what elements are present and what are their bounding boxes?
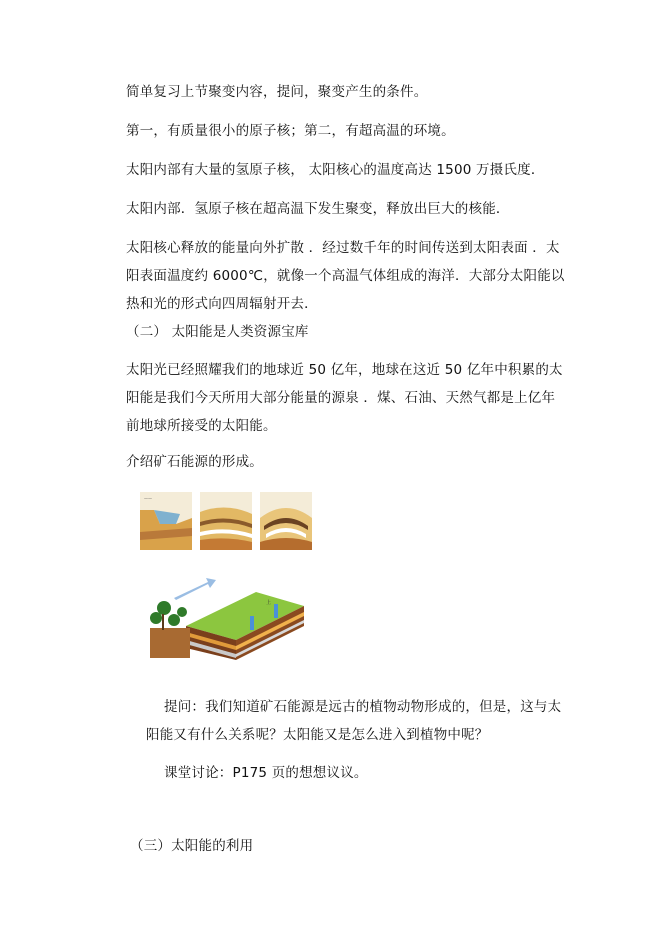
paragraph-question: 提问：我们知道矿石能源是远古的植物动物形成的，但是，这与太阳能又有什么关系呢？太阳能又是怎么进入到植物中呢？ <box>146 699 562 743</box>
paragraph-fossil-intro: 介绍矿石能源的形成。 <box>126 454 263 470</box>
svg-text:——: —— <box>144 496 152 501</box>
paragraph-sun-energy: 太阳核心释放的能量向外扩散 ．经过数千年的时间传送到太阳表面 ．太阳表面温度约 6000℃，就像一个高温气体组成的海洋．大部分太阳能以热和光的形式向四周辐射开去． <box>126 240 565 312</box>
strata-panel-3 <box>260 492 312 550</box>
svg-text:上: 上 <box>266 600 272 606</box>
strata-panel-2 <box>200 492 252 550</box>
paragraph-conditions: 第一，有质量很小的原子核；第二，有超高温的环境。 <box>126 123 455 139</box>
coal-formation-figure <box>146 568 304 660</box>
paragraph-sun-hydrogen: 太阳内部有大量的氢原子核， 太阳核心的温度高达 1500 万摄氏度． <box>126 162 545 178</box>
fossil-strata-figure <box>140 492 312 550</box>
paragraph-solar-resource: 太阳光已经照耀我们的地球近 50 亿年，地球在这近 50 亿年中积累的太阳能是我们今天所用大部分能量的源泉 ．煤、石油、天然气都是上亿年前地球所接受的太阳能。 <box>126 362 563 434</box>
paragraph-review: 简单复习上节聚变内容，提问，聚变产生的条件。 <box>126 84 428 100</box>
strata-panel-1 <box>140 492 192 550</box>
section-heading-2: （二） 太阳能是人类资源宝库 <box>126 324 309 340</box>
paragraph-sun-fusion: 太阳内部．氢原子核在超高温下发生聚变，释放出巨大的核能． <box>126 201 510 217</box>
section-heading-3: （三）太阳能的利用 <box>130 838 254 854</box>
paragraph-discussion: 课堂讨论：P175 页的想想议议。 <box>164 765 368 781</box>
